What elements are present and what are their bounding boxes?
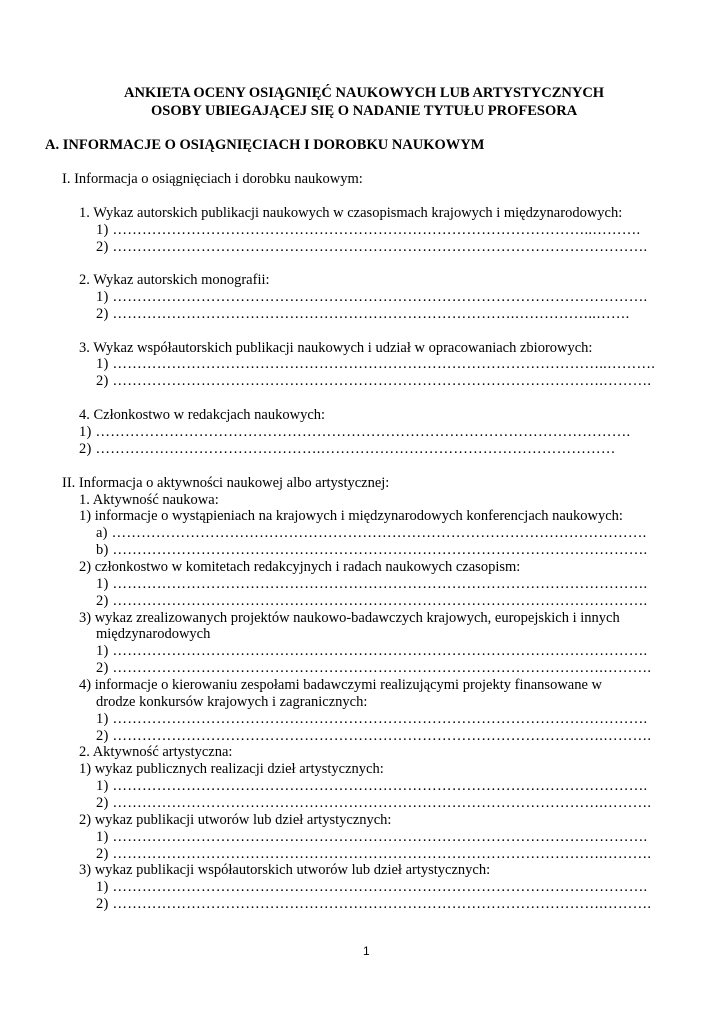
title-line-1: ANKIETA OCENY OSIĄGNIĘĆ NAUKOWYCH LUB ARTYSTYCZNYCH xyxy=(124,85,605,101)
entry-line: 2) ……………………………………………………………………………………….………. xyxy=(96,846,652,862)
item-ii-2-2: 2) wykaz publikacji utworów lub dzieł artystycznych: xyxy=(79,812,392,828)
entry-line: 2) ………………………………………………………………………………………………. xyxy=(96,239,648,255)
item-i-3: 3. Wykaz współautorskich publikacji naukowych i udział w opracowaniach zbiorowych: xyxy=(79,340,593,356)
entry-line: 2) ……………………………………………………………………………………….………. xyxy=(96,660,652,676)
entry-line: 1) ………………………………………………………………………………………………. xyxy=(96,879,648,895)
entry-line: 1) ………………………………………………………………………………………………. xyxy=(96,778,648,794)
item-ii-1-4-continued: drodze konkursów krajowych i zagranicznych: xyxy=(96,694,368,710)
item-ii-1-3-continued: międzynarodowych xyxy=(96,626,211,642)
part-ii-heading: II. Informacja o aktywności naukowej albo artystycznej: xyxy=(62,475,390,491)
item-ii-1-1: 1) informacje o wystąpieniach na krajowych i międzynarodowych konferencjach naukowych: xyxy=(79,508,623,524)
entry-line: 1) ………………………………………………………………………………………………. xyxy=(96,576,648,592)
section-a-heading: A. INFORMACJE O OSIĄGNIĘCIACH I DOROBKU NAUKOWYM xyxy=(45,137,485,153)
entry-line: 1) ………………………………………………………………………………………………. xyxy=(96,829,648,845)
entry-line: 2) ……………………………………………………………………………………….………. xyxy=(96,795,652,811)
entry-line: 1) ……………………………………………………………………………………..………. xyxy=(96,222,641,238)
entry-line: 1) ………………………………………………………………………………………………. xyxy=(96,711,648,727)
entry-line: 2) ………………………………………………………………………………………………. xyxy=(96,593,648,609)
entry-line: 2) ……………………………………….…………………………………………………… xyxy=(79,441,616,457)
entry-line: 2) ……………………………………………………………………………………….………. xyxy=(96,373,652,389)
entry-line: 1) ………………………………………………………………………………………..………. xyxy=(96,356,656,372)
item-ii-2: 2. Aktywność artystyczna: xyxy=(79,744,233,760)
item-ii-1: 1. Aktywność naukowa: xyxy=(79,492,219,508)
entry-line: b) ………………………………………………………………………………………………. xyxy=(96,542,648,558)
item-ii-1-3: 3) wykaz zrealizowanych projektów naukowo-badawczych krajowych, europejskich i innych xyxy=(79,610,620,626)
entry-line: 2) ……………………………………………………………………………………….………. xyxy=(96,728,652,744)
entry-line: 2) ……………………………………………………………………………………….………. xyxy=(96,896,652,912)
entry-line: a) ………………………………………………………………………………………………. xyxy=(96,525,647,541)
item-i-1: 1. Wykaz autorskich publikacji naukowych w czasopismach krajowych i międzynarodowych: xyxy=(79,205,623,221)
item-ii-1-2: 2) członkostwo w komitetach redakcyjnych i radach naukowych czasopism: xyxy=(79,559,521,575)
page-number: 1 xyxy=(363,944,370,958)
title-line-2: OSOBY UBIEGAJĄCEJ SIĘ O NADANIE TYTUŁU PROFESORA xyxy=(151,103,578,119)
entry-line: 2) ……………………………………………………………………….……………..……. xyxy=(96,306,630,322)
part-i-heading: I. Informacja o osiągnięciach i dorobku naukowym: xyxy=(62,171,363,187)
item-ii-1-4: 4) informacje o kierowaniu zespołami badawczymi realizującymi projekty finansowane w xyxy=(79,677,603,693)
entry-line: 1) ………………………………………………………………………………………………. xyxy=(96,643,648,659)
item-i-2: 2. Wykaz autorskich monografii: xyxy=(79,272,270,288)
entry-line: 1) ………………………………………………………………………………………………. xyxy=(96,289,648,305)
item-i-4: 4. Członkostwo w redakcjach naukowych: xyxy=(79,407,326,423)
item-ii-2-1: 1) wykaz publicznych realizacji dzieł artystycznych: xyxy=(79,761,384,777)
entry-line: 1) ………………………………………………………………………………………………. xyxy=(79,424,631,440)
item-ii-2-3: 3) wykaz publikacji współautorskich utworów lub dzieł artystycznych: xyxy=(79,862,491,878)
